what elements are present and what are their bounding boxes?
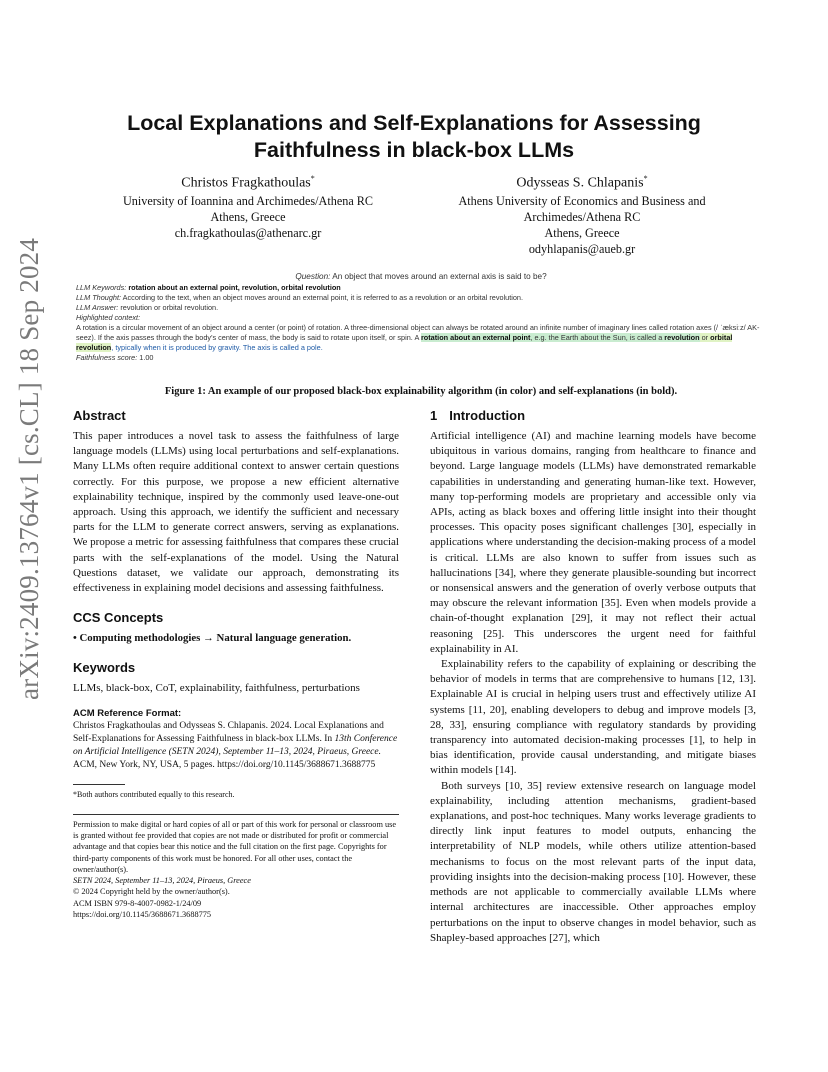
figure-1 [76,272,766,363]
right-column [430,407,756,946]
author-name: Christos Fragkathoulas [181,175,311,191]
author-email: odyhlapanis@aueb.gr [528,241,636,256]
ccs-item: • Computing methodologies → Natural language generation. [73,632,352,645]
permission-isbn: ACM ISBN 979-8-4007-0982-1/24/09 [73,898,202,908]
ccs-heading: CCS Concepts [73,610,164,626]
footnote-rule [73,784,125,785]
figure-keywords: LLM Keywords: rotation about an external point, revolution, orbital revolution [76,283,341,292]
footnote: *Both authors contributed equally to this research. [73,789,235,799]
author-1 [98,169,398,241]
author-2 [432,169,732,257]
author-name: Odysseas S. Chlapanis [516,175,644,191]
figure-caption: Figure 1: An example of our proposed black-box explainability algorithm (in color) and self-explanations (in bold). [164,386,678,397]
intro-paragraph-2: Explainability refers to the capability of explaining or describing the behavior of models in terms that are comprehensive to humans [12, 13]. Explainable AI is crucial in helping users trust and effectively utilize AI systems [11, 20], enabling developers to debug and improve models [3, 28, 33], ensuring compliance with regulatory standards by providing transparency into automated decision-making processes [1], to help in bias identification, provide causal understanding, and mitigate biases within models [14]. [430,658,756,777]
figure-thought: LLM Thought: According to the text, when an object moves around an external point, it is referred to as a revolution or an orbital revolution. [76,293,523,302]
intro-heading: 1 Introduction [430,408,526,423]
keywords-text: LLMs, black-box, CoT, explainability, faithfulness, perturbations [73,682,360,695]
paper-title: Local Explanations and Self-Explanations for Assessing Faithfulness in black-box LLMs [127,111,701,162]
equal-contrib-mark: * [310,174,315,183]
figure-answer: LLM Answer: revolution or orbital revolution. [76,303,219,312]
author-email: ch.fragkathoulas@athenarc.gr [174,225,322,240]
figure-context: A rotation is a circular movement of an object around a center (or point) of rotation. A three-dimensional object can always be rotated around an infinite number of imaginary lines called rotation axes (/ ˈæksiːz/ AK-seez). If the axis passes through the body's center of mass, the body is said to rotate upon itself, or spin. A rotation about an external point, e.g. the Earth about the Sun, is called a revolution or orbital revolution, typically when it is produced by gravity. The axis is called a pole. [76,323,760,352]
acm-ref-text: Christos Fragkathoulas and Odysseas S. Chlapanis. 2024. Local Explanations and Self-Explanations for Assessing Faithfulness in black-box LLMs. In 13th Conference on Artificial Intelligence (SETN 2024), September 11–13, 2024, Piraeus, Greece. ACM, New York, NY, USA, 5 pages. https://doi.org/10.1145/3688671.3688775 [73,720,398,770]
author-location: Athens, Greece [544,225,620,240]
author-affiliation: University of Ioannina and Archimedes/Athena RC [122,193,374,208]
abstract-heading: Abstract [73,408,126,423]
abstract-text: This paper introduces a novel task to assess the faithfulness of large language models (LLMs) using local perturbations and self-explanations. Many LLMs often require additional context to answer certain questions correctly. For this purpose, we propose a new efficient alternative explainability technique, inspired by the commonly used leave-one-out approach. Using this approach, we identify the sufficient and necessary parts for the LLM to generate correct answers, serving as explanations. We propose a metric for assessing faithfulness that compares these crucial parts with the self-explanations of the model. Using the Natural Questions dataset, we validate our approach, demonstrating its effectiveness in explaining model decisions and assessing faithfulness. [73,430,399,595]
author-location: Athens, Greece [210,209,286,224]
author-affiliation: Athens University of Economics and Business and [458,193,706,208]
author-affiliation-2: Archimedes/Athena RC [523,209,641,224]
intro-paragraph-3: Both surveys [10, 35] review extensive research on language model explainability, including attention mechanisms, gradient-based explanations, and post-hoc techniques. Many works leverage gradients to directly link input features to model outputs, enhancing the interpretability of NLP models, while others utilize attention-based mechanisms to focus on the most relevant parts of the input data, providing insights into the decision-making process [10]. However, these methods are not applicable to commercially available LLMs where internal architectures are inaccessible. Other approaches employ perturbations on the input to observe changes in model behavior, such as Shapley-based approaches [27], which [430,779,756,944]
figure-score: Faithfulness score: 1.00 [76,353,154,362]
keywords-heading: Keywords [73,660,136,676]
permission-text: Permission to make digital or hard copies of all or part of this work for personal or classroom use is granted without fee provided that copies are not made or distributed for profit or commercial advantage and that copies bear this notice and the full citation on the first page. Copyrights for third-party components of this work must be honored. For all other uses, contact the owner/author(s). [73,819,397,874]
figure-context-label: Highlighted context: [76,313,141,322]
acm-ref-heading: ACM Reference Format: [73,707,182,719]
left-column [73,407,399,920]
permission-doi: https://doi.org/10.1145/3688671.3688775 [73,910,212,920]
arxiv-stamp: arXiv:2409.13764v1 [cs.CL] 18 Sep 2024 [14,237,44,700]
permission-copyright: © 2024 Copyright held by the owner/author(s). [73,887,230,897]
equal-contrib-mark: * [643,174,648,183]
permission-venue: SETN 2024, September 11–13, 2024, Piraeus, Greece [73,876,251,886]
figure-question: Question: An object that moves around an external axis is said to be? [295,272,547,281]
intro-paragraph-1: Artificial intelligence (AI) and machine learning models have become ubiquitous in various domains, ranging from healthcare to finance and beyond. Large language models (LLMs) have demonstrated remarkable capabilities in understanding and generating human-like text. However, many top-performing models are proprietary and accessible only via APIs, acting as black boxes and offering little insight into their thought processes. This opacity poses significant challenges [30], especially in applications where understanding the decision-making process of a model is critical. LLMs are also known to suffer from issues such as hallucinations [34], where they generate plausible-sounding but incorrect or nonsensical answers and the generation of overly verbose outputs that may obscure the relevant information [35]. Even when models provide a chain-of-thought explanation [29], it may not reflect their actual reasoning [25]. This underscores the urgent need for faithful explainability in AI. [430,430,756,655]
permission-block [73,815,399,921]
